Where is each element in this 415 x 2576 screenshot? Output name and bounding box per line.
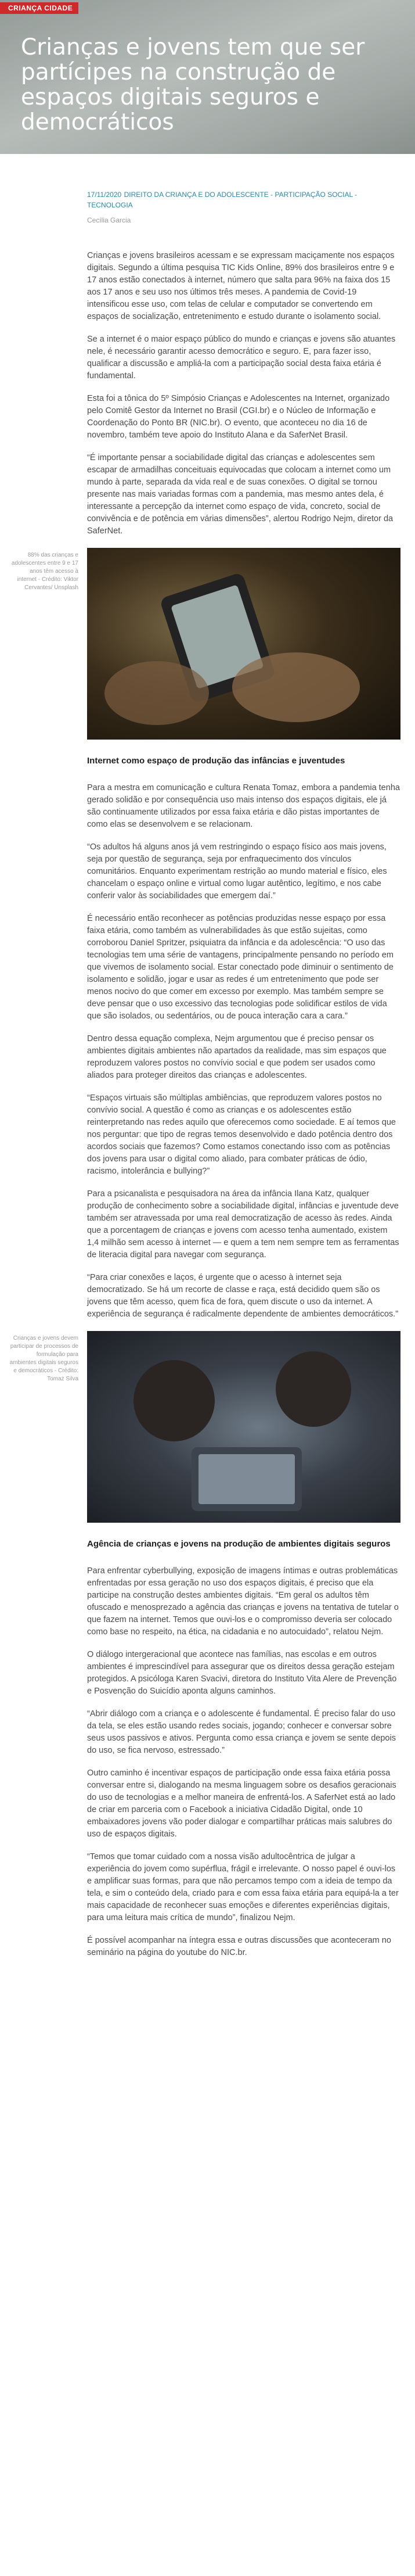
image-caption: Crianças e jovens devem participar de processos de formulação para ambientes digitais seguros e democráticos - Crédito: Tomaz Silva bbox=[9, 1335, 78, 1382]
paragraph: “Espaços virtuais são múltiplas ambiências, que reproduzem valores postos no convívio social. A questão é como as crianças e os adolescentes estão reinterpretando nas redes aquilo que oferecemos como sociedade. E aí temos que nos perguntar: que tipo de regras temos desenvolvido e dado potência dentro dos acordos sociais que fazemos? Como estamos conectando isso com as potências dos jovens para usar o digital como aliado, para combater práticas de ódio, racismo, intolerância e bullying?” bbox=[87, 1093, 396, 1176]
article-meta bbox=[87, 189, 395, 224]
paragraph: Esta foi a tônica do 5º Simpósio Crianças e Adolescentes na Internet, organizado pelo Comitê Gestor da Internet no Brasil (CGI.br) e o Núcleo de Informação e Coordenação do Ponto BR (NIC.br). O evento, que aconteceu no dia 16 de novembro, também teve apoio do Instituto Alana e da SaferNet Brasil. bbox=[87, 394, 390, 440]
section-heading: Internet como espaço de produção das infâncias e juventudes bbox=[87, 756, 345, 766]
section-heading: Agência de crianças e jovens na produção de ambientes digitais seguros bbox=[87, 1539, 391, 1549]
paragraph: Crianças e jovens brasileiros acessam e se expressam maciçamente nos espaços digitais. Segundo a última pesquisa TIC Kids Online, 89% dos brasileiros entre 9 e 17 anos estão conectados à internet, número que salta para 96% na faixa dos 15 aos 17 anos e seu uso nos últimos três meses. A pandemia de Covid-19 intensificou esse uso, com telas de celular e computador se convertendo em espaços de socialização, entretenimento e estudo durante o isolamento social. bbox=[87, 251, 395, 321]
image-caption: 88% das crianças e adolescentes entre 9 e 17 anos têm acesso à internet - Crédito: Viktor Cervantes/ Unsplash bbox=[11, 552, 78, 591]
paragraph: Se a internet é o maior espaço público do mundo e crianças e jovens são atuantes nele, é necessário garantir acesso democrático e seguro. E, para fazer isso, qualificar a discussão e ampliá-la com a participação social desta faixa etária é fundamental. bbox=[87, 335, 396, 381]
paragraph: “Os adultos há alguns anos já vem restringindo o espaço físico aos mais jovens, seja por questão de segurança, seja por enfraquecimento dos vínculos comunitários. Enquanto experimentam restrição ao mundo material e físico, eles chancelam o espaço online e virtual como lugar autêntico, legítimo, e nos cabe conferir valor às sociabilidades que emergem daí.” bbox=[87, 842, 387, 900]
category-links[interactable]: DIREITO DA CRIANÇA E DO ADOLESCENTE - PARTICIPAÇÃO SOCIAL - TECNOLOGIA bbox=[87, 191, 358, 209]
category-tag[interactable]: CRIANÇA CIDADE bbox=[0, 2, 78, 14]
hand-shape bbox=[232, 652, 360, 722]
child-head bbox=[276, 1351, 351, 1427]
kids-with-tablet-photo bbox=[87, 1331, 400, 1523]
paragraph: “Abrir diálogo com a criança e o adolescente é fundamental. É preciso falar do uso da tela, se eles estão usando redes sociais, jogando; conhecer e conversar sobre seus usos passivos e ativos. Pergunta como essa criança e jovem se sente depois do uso, se fica nervoso, estressado.” bbox=[87, 1709, 396, 1755]
figure-1 bbox=[11, 548, 400, 740]
paragraph: Outro caminho é incentivar espaços de participação onde essa faixa etária possa conversar entre si, dialogando na mesma linguagem sobre os desafios geracionais do uso de tecnologias e a melhor maneira de enfrentá-los. A SaferNet está ao lado de criar em parceria com o Facebook a iniciativa Cidadão Digital, onde 10 embaixadores jovens vão poder dialogar e compartilhar práticas mais salubres do uso de espaços digitais. bbox=[87, 1768, 396, 1839]
publish-date: 17/11/2020 bbox=[87, 191, 122, 199]
paragraph: O diálogo intergeracional que acontece nas famílias, nas escolas e em outros ambientes é imprescindível para assegurar que os direitos dessa geração estejam protegidos. A psicóloga Karen Svacivi, diretora do Instituto Vita Alere de Prevenção e Posvenção do Suicídio aponta alguns caminhos. bbox=[87, 1650, 397, 1696]
paragraph: É possível acompanhar na íntegra essa e outras discussões que aconteceram no seminário na página do youtube do NIC.br. bbox=[87, 1936, 391, 1957]
child-head bbox=[133, 1360, 215, 1441]
paragraph: “É importante pensar a sociabilidade digital das crianças e adolescentes sem escapar de armadilhas conceituais equivocadas que colocam a internet como um mundo à parte, separada da vida real e de suas conexões. O digital se tornou presente nas mais variadas formas com a pandemia, mas mesmo antes dela, é interessante a percepção da internet como espaço de vida, concreto, social de convivência e de potência em várias dimensões”, alertou Rodrigo Nejm, diretor da SaferNet. bbox=[87, 453, 394, 536]
tablet-screen bbox=[199, 1454, 295, 1504]
paragraph: Para a mestra em comunicação e cultura Renata Tomaz, embora a pandemia tenha gerado solidão e por consequência uso mais intenso dos espaços digitais, ele já são continuamente utilizados por essa faixa etária e dão pistas importantes de como elas se desenvolvem e se relacionam. bbox=[87, 783, 400, 829]
figure-2 bbox=[9, 1331, 400, 1523]
photo-illustration bbox=[87, 548, 400, 740]
paragraph: Para a psicanalista e pesquisadora na área da infância Ilana Katz, qualquer produção de conhecimento sobre a sociabilidade digital, infâncias e juventude deve também ser atravessada por uma real democratização de acesso às redes. Ainda que a porcentagem de crianças e jovens com acesso tenha aumentado, existem 1,4 milhão sem acesso à internet — e quem a tem nem sempre tem as ferramentas de literacia digital para navegar com segurança. bbox=[87, 1189, 399, 1260]
paragraph: Para enfrentar cyberbullying, exposição de imagens íntimas e outras problemáticas enfrentadas por essa geração no uso dos espaços digitais, é preciso que ela participe na construção destes ambientes digitais. “Em geral os adultos têm ofuscado e menosprezado a agência das crianças e jovens na tentativa de tutelar o que fazem na internet. Temos que ouvi-los e o compromisso deveria ser colocado como base no respeito, na ética, na cidadania e no autocuidado”, relatou Nejm. bbox=[87, 1566, 399, 1637]
paragraph: “Temos que tomar cuidado com a nossa visão adultocêntrica de julgar a experiência do jovem como supérflua, frágil e irrelevante. O nosso papel é ouvi-los e amplificar suas formas, para que não percamos tempo com a ideia de tempo da tela, e sim o conteúdo dela, criado para e com essa faixa etária para equipá-la a ter mais capacidade de reconhecer suas emoções e diferentes experiências digitais, para uma leitura mais crítica de mundo”, finalizou Nejm. bbox=[87, 1852, 399, 1922]
article-body bbox=[9, 250, 400, 1969]
paragraph: É necessário então reconhecer as potências produzidas nesse espaço por essa faixa etária, como também as vulnerabilidades às que estão sujeitas, como corroborou Daniel Spritzer, psiquiatra da infância e da adolescência: “O uso das tecnologias tem uma série de vantagens, principalmente pensando no período em que vivemos de isolamento social. Estar conectado pode diminuir o sentimento de isolamento e solidão, jogar e usar as redes é um entretenimento que pode ser menos nocivo do que comer em excesso por exemplo. Mas também sempre se deve pensar que o uso excessivo das tecnologias pode solidificar estilos de vida que são isolados, ou sedentários, ou de pouca interação cara a cara.” bbox=[87, 914, 394, 1021]
hero-banner bbox=[0, 0, 415, 154]
paragraph: Dentro dessa equação complexa, Nejm argumentou que é preciso pensar os ambientes digitais ambientes não apartados da realidade, mas sim espaços que reproduzem valores postos no convívio social e que podem ser usados como aliados para proteger direitos das crianças e adolescentes. bbox=[87, 1034, 387, 1080]
author-name[interactable]: Cecília Garcia bbox=[87, 216, 131, 224]
photo-illustration bbox=[87, 1331, 400, 1523]
article-title: Crianças e jovens tem que ser partícipes na construção de espaços digitais seguros e democráticos bbox=[21, 34, 365, 135]
hand-shape bbox=[104, 661, 209, 725]
phone-in-hands-photo bbox=[87, 548, 400, 740]
paragraph: “Para criar conexões e laços, é urgente que o acesso à internet seja democratizado. Se há um recorte de classe e raça, está decidido quem são os jovens que têm acesso, quem fica de fora, quem discute o uso da internet. A experiência de segurança é radicalmente dependente de ambientes democráticos.” bbox=[87, 1273, 399, 1319]
